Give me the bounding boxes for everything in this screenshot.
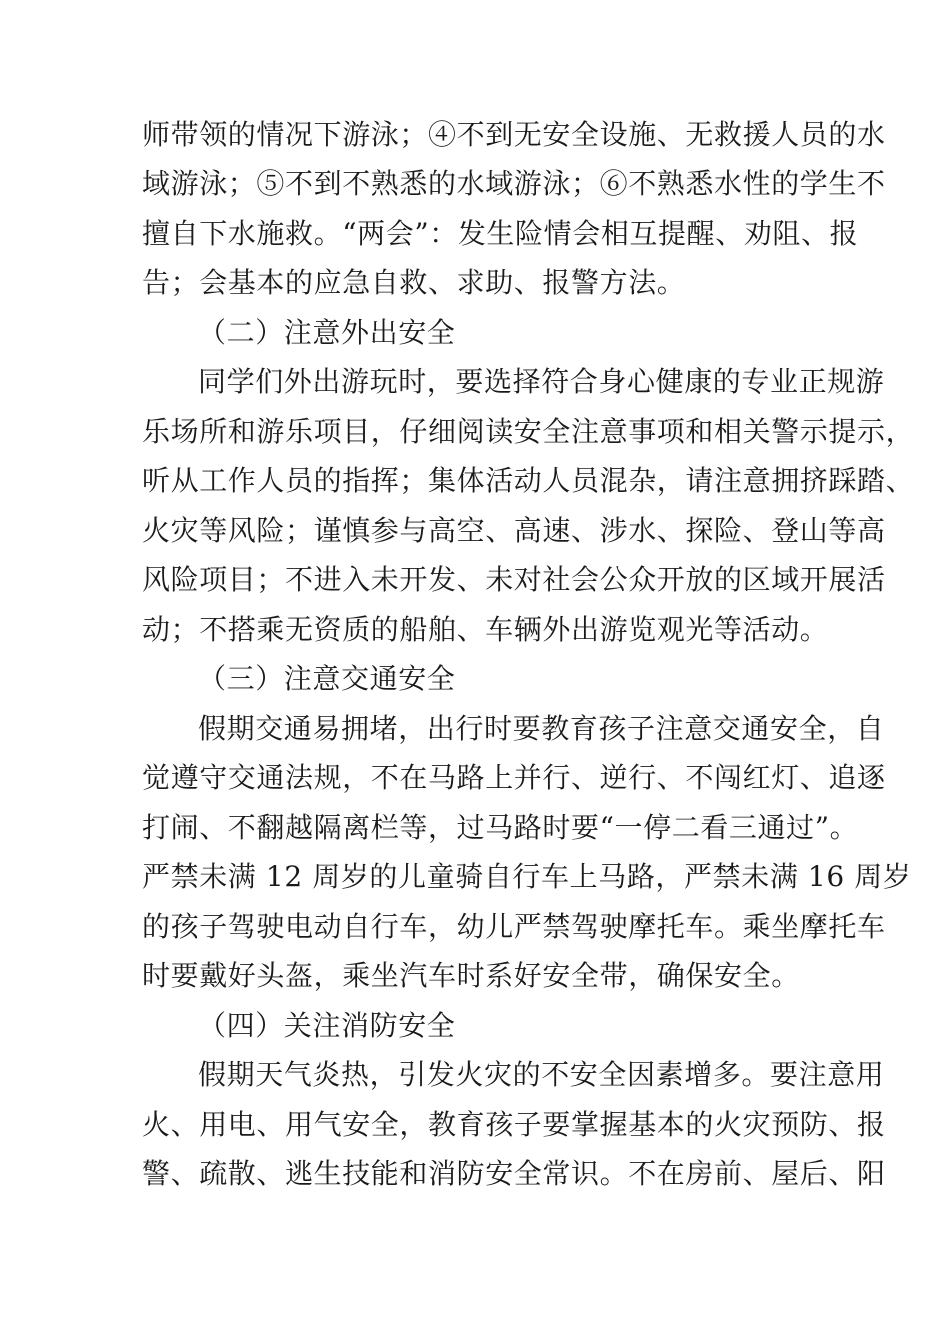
paragraph-line: 师带领的情况下游泳；④不到无安全设施、无救援人员的水	[142, 118, 886, 151]
paragraph-line: 动；不搭乘无资质的船舶、车辆外出游览观光等活动。	[142, 613, 829, 646]
section-heading-3: （三）注意交通安全	[198, 662, 456, 695]
paragraph-line: 乐场所和游乐项目，仔细阅读安全注意事项和相关警示提示，	[142, 415, 915, 448]
paragraph-line: 时要戴好头盔，乘坐汽车时系好安全带，确保安全。	[142, 959, 800, 992]
paragraph-line: 假期交通易拥堵，出行时要教育孩子注意交通安全，自	[198, 712, 885, 745]
paragraph-line: 火灾等风险；谨慎参与高空、高速、涉水、探险、登山等高	[142, 514, 886, 547]
section-heading-4: （四）关注消防安全	[198, 1009, 456, 1042]
paragraph-line: 警、疏散、逃生技能和消防安全常识。不在房前、屋后、阳	[142, 1157, 886, 1190]
paragraph-line: 域游泳；⑤不到不熟悉的水域游泳；⑥不熟悉水性的学生不	[142, 167, 886, 200]
paragraph-line: 严禁未满 12 周岁的儿童骑自行车上马路，严禁未满 16 周岁	[142, 860, 912, 893]
paragraph-line: 风险项目；不进入未开发、未对社会公众开放的区域开展活	[142, 563, 886, 596]
paragraph-line: 假期天气炎热，引发火灾的不安全因素增多。要注意用	[198, 1058, 885, 1091]
paragraph-line: 听从工作人员的指挥；集体活动人员混杂，请注意拥挤踩踏、	[142, 464, 915, 497]
paragraph-line: 打闹、不翻越隔离栏等，过马路时要“一停二看三通过”。	[142, 811, 859, 844]
paragraph-line: 告；会基本的应急自救、求助、报警方法。	[142, 266, 686, 299]
paragraph-line: 同学们外出游玩时，要选择符合身心健康的专业正规游	[198, 365, 885, 398]
section-heading-2: （二）注意外出安全	[198, 316, 456, 349]
paragraph-line: 觉遵守交通法规，不在马路上并行、逆行、不闯红灯、追逐	[142, 761, 886, 794]
paragraph-line: 的孩子驾驶电动自行车，幼儿严禁驾驶摩托车。乘坐摩托车	[142, 910, 886, 943]
paragraph-line: 擅自下水施救。“两会”：发生险情会相互提醒、劝阻、报	[142, 217, 859, 250]
paragraph-line: 火、用电、用气安全，教育孩子要掌握基本的火灾预防、报	[142, 1108, 886, 1141]
